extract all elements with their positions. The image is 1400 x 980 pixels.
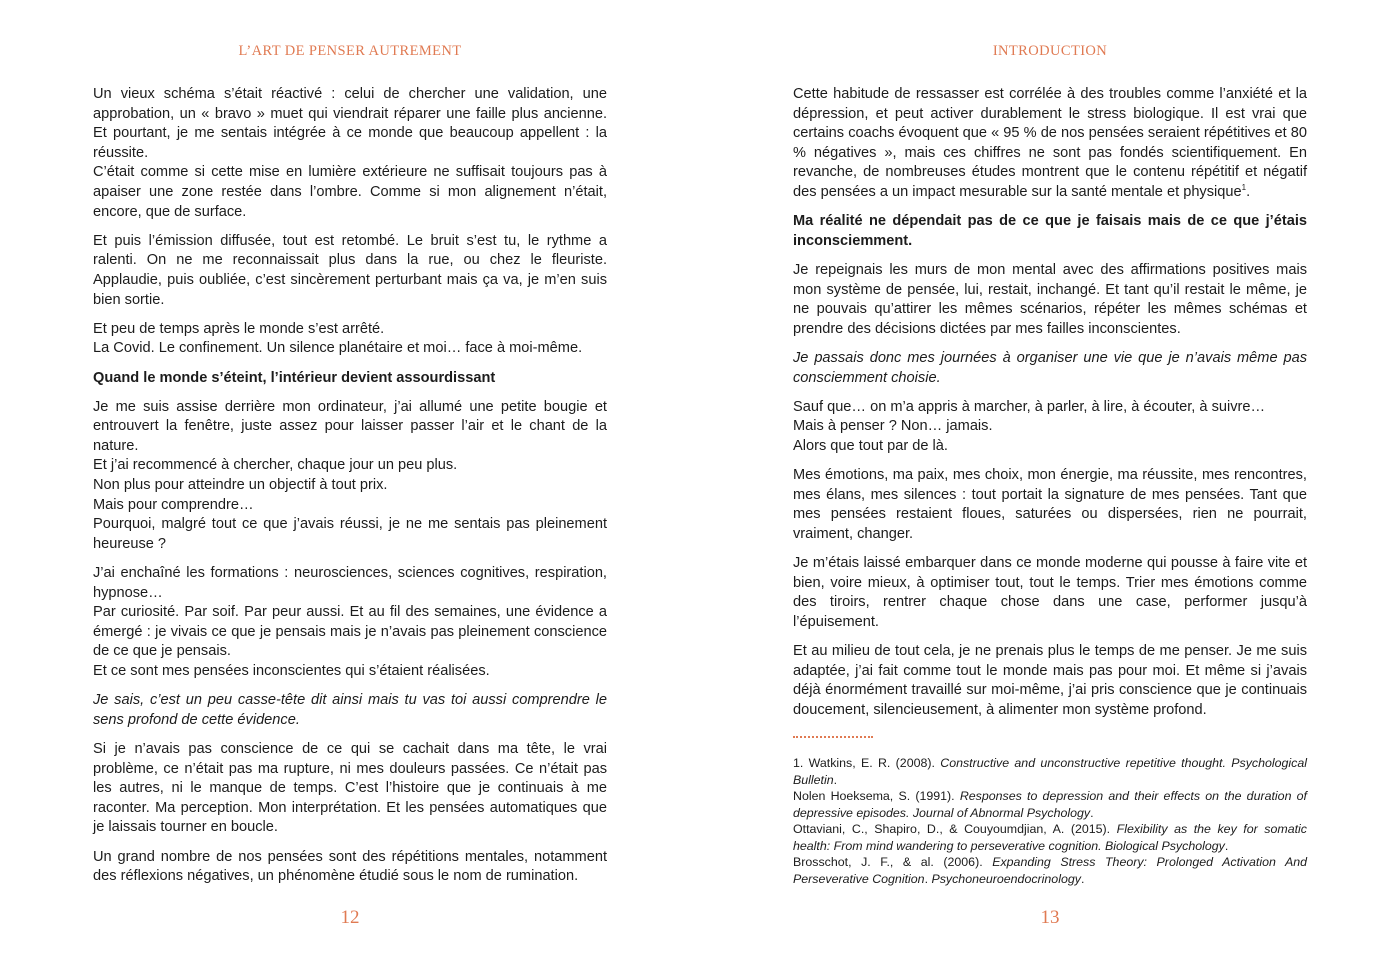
page-number: 12 — [340, 907, 360, 928]
paragraph — [93, 85, 607, 222]
paragraph — [793, 349, 1307, 388]
paragraph-line: Et peu de temps après le monde s’est arrêté. — [93, 320, 385, 337]
footnote-title: Flexibility as the key for somatic health: From mind wandering to perseverative cognition. Biological Psychology — [793, 822, 1307, 853]
paragraph-line: Et ce sont mes pensées inconscientes qui s’étaient réalisées. — [93, 663, 490, 679]
paragraph-text: Cette habitude de ressasser est corrélée à des troubles comme l’anxiété et la dépression, et peut activer durablement le stress biologique. Il est vrai que certains coachs évoquent que « 95 % de nos pensées seraient répétitives et 80 % négatives », mais ces chiffres ne sont pas fondés scientifiquement. En revanche, de nombreuses études montrent que le contenu répétitif et négatif des pensées a un impact mesurable sur la santé mentale et physique — [793, 86, 1307, 200]
footnote — [793, 821, 1307, 854]
paragraph — [93, 232, 607, 310]
paragraph — [93, 320, 607, 359]
paragraph-line: Je me suis assise derrière mon ordinateur, j’ai allumé une petite bougie et entrouvert la fenêtre, juste assez pour laisser passer l’air et le chant de la nature. — [93, 398, 607, 454]
paragraph — [93, 691, 607, 730]
footnote-tail: . — [1224, 838, 1229, 853]
paragraph — [793, 642, 1307, 720]
footnote-journal: Psychoneuroendocrinology — [931, 871, 1081, 886]
footnote-lead: Nolen Hoeksema, S. (1991). — [793, 789, 960, 804]
right-page — [793, 0, 1307, 980]
footnote-tail: . — [833, 772, 838, 787]
running-head: INTRODUCTION — [992, 43, 1108, 59]
paragraph-line: Mais pour comprendre… — [93, 496, 254, 513]
paragraph — [793, 261, 1307, 339]
paragraph — [93, 564, 607, 682]
paragraph-line: Je repeignais les murs de mon mental avec des affirmations positives mais mon système de pensée, lui, restait, inchangé. Et tant qu’il restait le même, je ne pouvais qu’attirer les mêmes scénarios, répéter les mêmes schémas et prendre des décisions dictées par mes failles inconscientes. — [793, 261, 1307, 337]
paragraph-line: La Covid. Le confinement. Un silence planétaire et moi… face à moi-même. — [93, 340, 583, 357]
paragraph-line: Si je n’avais pas conscience de ce qui se cachait dans ma tête, le vrai problème, ce n’était pas ma rupture, ni mes douleurs passées. Ce n’était pas les autres, ni le manque de temps. C’est l’histoire que je continuais à me raconter. Ma perception. Mon interprétation. Et les pensées automatiques que je laissais tourner en boucle. — [93, 740, 607, 836]
footnote-lead: Brosschot, J. F., & al. (2006). — [793, 855, 993, 870]
paragraph — [93, 398, 607, 555]
footnote-lead: Ottaviani, C., Shapiro, D., & Couyoumdjian, A. (2015). — [793, 822, 1117, 837]
paragraph — [93, 740, 607, 838]
footnote-lead: 1. Watkins, E. R. (2008). — [793, 756, 941, 771]
paragraph-line: Ma réalité ne dépendait pas de ce que je faisais mais de ce que j’étais inconsciemment. — [793, 213, 1307, 249]
body-text — [93, 85, 607, 896]
paragraph — [93, 848, 607, 887]
running-head: L’ART DE PENSER AUTREMENT — [238, 43, 462, 59]
paragraph-group — [793, 212, 1307, 720]
paragraph — [793, 85, 1307, 203]
footnote — [793, 854, 1307, 887]
paragraph-line: Un grand nombre de nos pensées sont des répétitions mentales, notamment des réflexions négatives, un phénomène étudié sous le nom de rumination. — [93, 848, 607, 885]
paragraph-line: Je passais donc mes journées à organiser une vie que je n’avais même pas consciemment choisie. — [793, 349, 1307, 386]
footnote-reference[interactable]: 1 — [1241, 183, 1247, 193]
page-number: 13 — [1040, 907, 1060, 928]
paragraph-line: J’ai enchaîné les formations : neurosciences, sciences cognitives, respiration, hypnose… — [93, 565, 607, 601]
footnote-end: . — [1080, 871, 1085, 886]
footnote-tail: . — [1090, 805, 1094, 820]
paragraph-line: Sauf que… on m’a appris à marcher, à parler, à lire, à écouter, à suivre… — [793, 398, 1266, 415]
paragraph — [793, 466, 1307, 544]
paragraph-line: Pourquoi, malgré tout ce que j’avais réussi, je ne me sentais pas pleinement heureuse ? — [93, 516, 607, 552]
paragraph-line: Et j’ai recommencé à chercher, chaque jour un peu plus. — [93, 457, 458, 474]
paragraph-line: Je m’étais laissé embarquer dans ce monde moderne qui pousse à faire vite et bien, voire mieux, à optimiser tout, tout le temps. Trier mes émotions comme des tiroirs, rentrer chaque chose dans une case, performer jusqu’à l’épuisement. — [793, 555, 1307, 630]
footnote-separator — [793, 736, 873, 738]
body-text — [793, 85, 1307, 887]
footnote — [793, 755, 1307, 788]
paragraph-end: . — [1246, 183, 1251, 200]
paragraph-line: Alors que tout par de là. — [793, 437, 948, 454]
footnote-title: Constructive and unconstructive repetitive thought. Psychological Bulletin — [793, 756, 1307, 787]
paragraph-line: Et puis l’émission diffusée, tout est retombé. Le bruit s’est tu, le rythme a ralenti. On ne me reconnaissait plus dans la rue, ou chez le fleuriste. Applaudie, puis oubliée, c’est sincèrement perturbant mais ça va, je m’en suis bien sortie. — [93, 232, 607, 308]
paragraph-line: Par curiosité. Par soif. Par peur aussi. Et au fil des semaines, une évidence a émergé : je vivais ce que je pensais mais je n’avais pas pleinement conscience de ce que je pensais. — [93, 604, 607, 660]
paragraph-line: Je sais, c’est un peu casse-tête dit ainsi mais tu vas toi aussi comprendre le sens profond de cette évidence. — [93, 692, 607, 728]
section-heading — [93, 369, 607, 389]
footnote — [793, 788, 1307, 821]
paragraph — [793, 398, 1307, 457]
section-heading — [793, 212, 1307, 251]
footnote-title: Expanding Stress Theory: Prolonged Activation And Perseverative Cognition — [793, 855, 1307, 886]
paragraph-line: Mes émotions, ma paix, mes choix, mon énergie, ma réussite, mes rencontres, mes élans, mes silences : tout portait la signature de mes pensées. Tant que mes pensées restaient floues, saturées ou dispersées, rien ne pourrait, vraiment, changer. — [793, 467, 1307, 542]
left-page — [93, 0, 607, 980]
footnote-title: Responses to depression and their effects on the duration of depressive episodes. Journal of Abnormal Psychology — [793, 789, 1307, 820]
paragraph-line: C’était comme si cette mise en lumière extérieure ne suffisait toujours pas à apaiser une zone restée dans l’ombre. Comme si mon alignement n’était, encore, que de surface. — [93, 164, 607, 220]
paragraph-line: Non plus pour atteindre un objectif à tout prix. — [93, 477, 388, 494]
paragraph-line: Et au milieu de tout cela, je ne prenais plus le temps de me penser. Je me suis adaptée, j’ai fait comme tout le monde mais pas pour moi. Et même si j’avais déjà énormément travaillé sur moi-même, j’ai pris conscience que je continuais doucement, silencieusement, à alimenter mon système profond. — [793, 643, 1307, 718]
footnote-tail: . — [924, 871, 932, 886]
paragraph — [793, 554, 1307, 632]
paragraph-line: Quand le monde s’éteint, l’intérieur devient assourdissant — [93, 369, 496, 386]
paragraph-line: Mais à penser ? Non… jamais. — [793, 418, 993, 435]
paragraph-line: Un vieux schéma s’était réactivé : celui de chercher une validation, une approbation, un « bravo » muet qui viendrait réparer une faille plus ancienne. Et pourtant, je me sentais intégrée à ce monde que beaucoup appellent : la réussite. — [93, 86, 607, 161]
footnotes — [793, 755, 1307, 887]
